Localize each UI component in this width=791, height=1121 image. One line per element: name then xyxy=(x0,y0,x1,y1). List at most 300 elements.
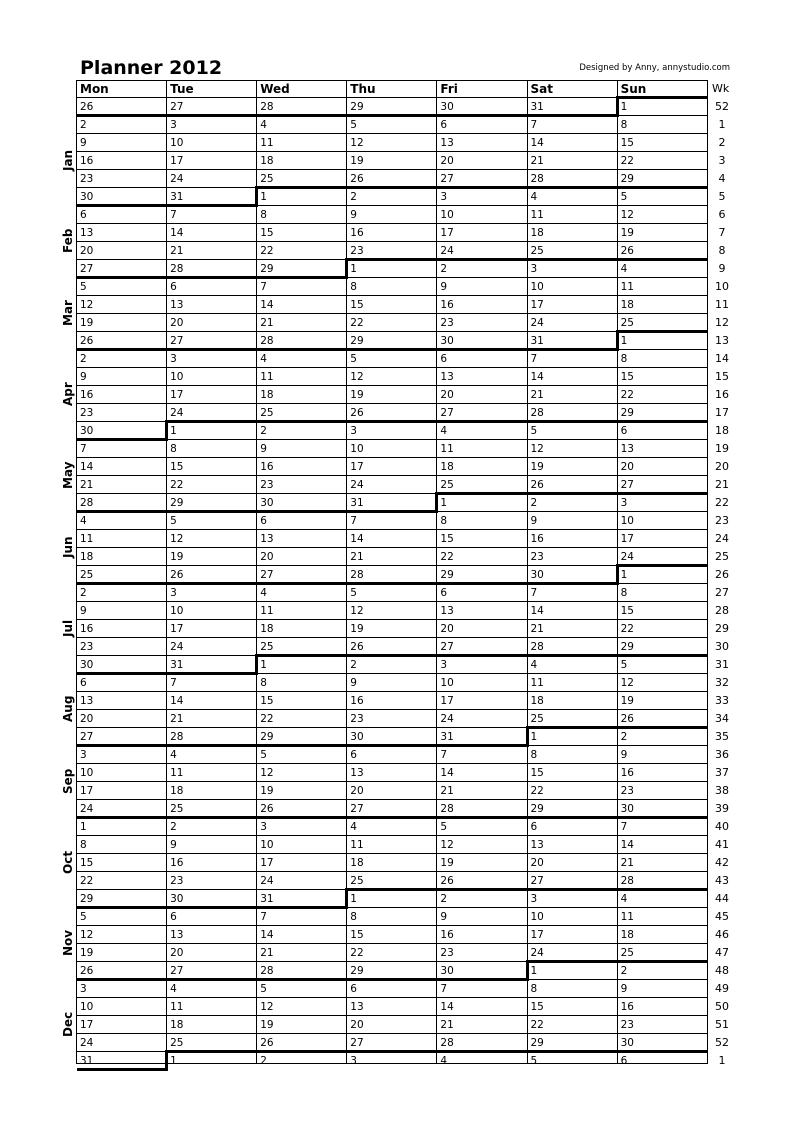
day-cell: 24 xyxy=(170,641,184,653)
week-number: 29 xyxy=(715,622,729,635)
day-cell: 27 xyxy=(260,569,274,581)
day-cell: 13 xyxy=(80,695,94,707)
day-cell: 29 xyxy=(620,173,634,185)
day-cell: 7 xyxy=(530,119,538,131)
day-cell: 6 xyxy=(350,983,357,995)
week-number: 35 xyxy=(715,730,729,743)
day-cell: 16 xyxy=(80,389,94,401)
week-number: 52 xyxy=(715,100,729,113)
day-cell: 24 xyxy=(80,1037,94,1049)
week-number: 38 xyxy=(715,784,729,797)
day-cell: 10 xyxy=(170,605,184,617)
day-cell: 23 xyxy=(620,1019,634,1031)
day-cell: 17 xyxy=(350,461,364,473)
week-number: 45 xyxy=(715,910,729,923)
day-cell: 3 xyxy=(80,983,87,995)
day-cell: 28 xyxy=(620,875,634,887)
day-cell: 5 xyxy=(620,659,628,671)
week-number: 44 xyxy=(715,892,729,905)
day-cell: 12 xyxy=(170,533,184,545)
day-cell: 15 xyxy=(620,137,634,149)
day-cell: 18 xyxy=(620,929,634,941)
week-number: 5 xyxy=(718,190,726,203)
day-cell: 17 xyxy=(170,389,184,401)
day-cell: 21 xyxy=(80,479,94,491)
week-number: 22 xyxy=(715,496,729,509)
day-cell: 20 xyxy=(170,947,184,959)
day-cell: 23 xyxy=(170,875,184,887)
day-cell: 5 xyxy=(350,353,357,365)
month-label-feb: Feb xyxy=(61,228,75,254)
week-number: 17 xyxy=(715,406,729,419)
day-cell: 2 xyxy=(620,731,628,743)
day-cell: 23 xyxy=(350,245,364,257)
day-cell: 20 xyxy=(170,317,184,329)
day-cell: 16 xyxy=(440,929,454,941)
day-cell: 4 xyxy=(530,191,538,203)
day-cell: 28 xyxy=(260,335,274,347)
day-cell: 10 xyxy=(530,281,544,293)
day-cell: 11 xyxy=(260,137,274,149)
week-number: 2 xyxy=(718,136,726,149)
day-cell: 13 xyxy=(350,767,364,779)
day-cell: 19 xyxy=(260,1019,274,1031)
day-cell: 3 xyxy=(620,497,628,509)
week-number: 25 xyxy=(715,550,729,563)
day-cell: 8 xyxy=(620,587,628,599)
day-cell: 1 xyxy=(440,497,448,509)
week-number: 49 xyxy=(715,982,729,995)
day-cell: 17 xyxy=(440,227,454,239)
day-cell: 6 xyxy=(620,1055,628,1067)
day-cell: 11 xyxy=(170,767,184,779)
day-cell: 21 xyxy=(440,1019,454,1031)
day-cell: 4 xyxy=(440,425,448,437)
day-cell: 23 xyxy=(80,173,94,185)
day-cell: 2 xyxy=(530,497,538,509)
month-boundary xyxy=(255,186,707,189)
day-cell: 20 xyxy=(350,785,364,797)
day-cell: 22 xyxy=(80,875,94,887)
day-cell: 12 xyxy=(350,605,364,617)
day-cell: 1 xyxy=(620,335,628,347)
day-cell: 25 xyxy=(260,407,274,419)
week-number: 7 xyxy=(718,226,726,239)
day-cell: 6 xyxy=(530,821,538,833)
month-boundary xyxy=(165,420,707,423)
day-cell: 10 xyxy=(80,767,94,779)
day-cell: 7 xyxy=(260,911,267,923)
day-cell: 9 xyxy=(350,209,357,221)
day-cell: 12 xyxy=(80,929,94,941)
day-cell: 23 xyxy=(80,407,94,419)
day-cell: 6 xyxy=(440,587,448,599)
day-cell: 14 xyxy=(350,533,364,545)
day-cell: 19 xyxy=(170,551,184,563)
month-boundary xyxy=(165,1050,707,1053)
day-cell: 20 xyxy=(80,713,94,725)
day-cell: 17 xyxy=(170,155,184,167)
day-cell: 3 xyxy=(440,191,448,203)
day-cell: 17 xyxy=(80,785,94,797)
day-cell: 10 xyxy=(620,515,634,527)
day-cell: 30 xyxy=(80,425,94,437)
day-cell: 6 xyxy=(80,209,87,221)
day-cell: 21 xyxy=(530,155,544,167)
day-cell: 9 xyxy=(350,677,357,689)
day-cell: 18 xyxy=(170,785,184,797)
day-cell: 11 xyxy=(620,911,634,923)
day-cell: 11 xyxy=(260,371,274,383)
day-cell: 14 xyxy=(530,371,544,383)
day-cell: 31 xyxy=(440,731,454,743)
day-cell: 5 xyxy=(530,1055,538,1067)
day-cell: 2 xyxy=(440,893,448,905)
day-cell: 28 xyxy=(440,803,454,815)
week-number: 52 xyxy=(715,1036,729,1049)
month-label-mar: Mar xyxy=(61,300,75,326)
day-cell: 24 xyxy=(80,803,94,815)
day-cell: 28 xyxy=(530,641,544,653)
day-cell: 2 xyxy=(170,821,177,833)
day-cell: 20 xyxy=(440,155,454,167)
day-cell: 25 xyxy=(170,803,184,815)
month-boundary xyxy=(526,961,529,981)
day-cell: 26 xyxy=(260,803,274,815)
day-cell: 13 xyxy=(80,227,94,239)
week-number: 37 xyxy=(715,766,729,779)
day-cell: 11 xyxy=(440,443,454,455)
day-cell: 27 xyxy=(170,965,184,977)
day-cell: 26 xyxy=(80,965,94,977)
day-cell: 1 xyxy=(260,659,267,671)
day-cell: 20 xyxy=(440,623,454,635)
day-cell: 23 xyxy=(440,317,454,329)
week-number: 12 xyxy=(715,316,729,329)
week-number: 41 xyxy=(715,838,729,851)
week-number: 18 xyxy=(715,424,729,437)
day-cell: 30 xyxy=(440,101,454,113)
day-cell: 29 xyxy=(350,335,364,347)
month-boundary xyxy=(616,97,619,117)
day-cell: 18 xyxy=(530,227,544,239)
month-boundary xyxy=(435,492,707,495)
day-cell: 4 xyxy=(170,749,177,761)
day-cell: 15 xyxy=(260,695,274,707)
week-number: 6 xyxy=(718,208,726,221)
day-cell: 4 xyxy=(440,1055,448,1067)
day-cell: 17 xyxy=(620,533,634,545)
day-cell: 25 xyxy=(620,947,634,959)
day-cell: 25 xyxy=(530,713,544,725)
day-cell: 30 xyxy=(350,731,364,743)
day-cell: 6 xyxy=(440,353,448,365)
week-number: 42 xyxy=(715,856,729,869)
day-cell: 23 xyxy=(260,479,274,491)
day-cell: 19 xyxy=(350,389,364,401)
week-number: 30 xyxy=(715,640,729,653)
day-cell: 22 xyxy=(350,317,364,329)
day-cell: 18 xyxy=(260,389,274,401)
day-cell: 26 xyxy=(350,173,364,185)
day-cell: 5 xyxy=(620,191,628,203)
day-cell: 20 xyxy=(620,461,634,473)
day-cell: 5 xyxy=(170,515,177,527)
day-cell: 18 xyxy=(80,551,94,563)
week-number: 16 xyxy=(715,388,729,401)
day-cell: 14 xyxy=(440,1001,454,1013)
day-cell: 17 xyxy=(530,299,544,311)
month-boundary xyxy=(526,727,529,747)
day-cell: 31 xyxy=(170,191,184,203)
day-cell: 7 xyxy=(530,587,538,599)
day-cell: 12 xyxy=(440,839,454,851)
month-boundary xyxy=(77,1068,167,1071)
day-cell: 10 xyxy=(80,1001,94,1013)
day-cell: 3 xyxy=(530,263,538,275)
day-cell: 4 xyxy=(350,821,357,833)
day-cell: 25 xyxy=(350,875,364,887)
day-cell: 16 xyxy=(260,461,274,473)
day-cell: 17 xyxy=(170,623,184,635)
week-number: 4 xyxy=(718,172,726,185)
month-label-nov: Nov xyxy=(61,929,75,957)
day-cell: 23 xyxy=(620,785,634,797)
week-number: 50 xyxy=(715,1000,729,1013)
designer-credit: Designed by Anny, annystudio.com xyxy=(579,63,730,73)
day-cell: 27 xyxy=(440,641,454,653)
month-boundary xyxy=(255,654,707,657)
day-cell: 8 xyxy=(260,209,267,221)
day-cell: 23 xyxy=(440,947,454,959)
week-number: 26 xyxy=(715,568,729,581)
week-number: 28 xyxy=(715,604,729,617)
day-cell: 10 xyxy=(170,137,184,149)
day-cell: 16 xyxy=(80,623,94,635)
week-column-header: Wk xyxy=(712,82,730,95)
day-cell: 26 xyxy=(350,641,364,653)
day-cell: 11 xyxy=(530,209,544,221)
day-cell: 13 xyxy=(260,533,274,545)
day-cell: 29 xyxy=(80,893,94,905)
day-cell: 29 xyxy=(620,641,634,653)
day-cell: 28 xyxy=(530,407,544,419)
day-cell: 27 xyxy=(530,875,544,887)
day-cell: 15 xyxy=(530,767,544,779)
day-cell: 15 xyxy=(170,461,184,473)
month-boundary xyxy=(345,888,707,891)
calendar-grid xyxy=(76,80,708,1067)
day-cell: 5 xyxy=(260,749,267,761)
day-cell: 3 xyxy=(350,425,357,437)
day-cell: 9 xyxy=(80,137,87,149)
day-cell: 6 xyxy=(170,281,177,293)
day-cell: 10 xyxy=(260,839,274,851)
day-cell: 17 xyxy=(260,857,274,869)
day-cell: 20 xyxy=(80,245,94,257)
month-label-oct: Oct xyxy=(61,850,75,874)
day-cell: 9 xyxy=(170,839,177,851)
week-number: 21 xyxy=(715,478,729,491)
day-cell: 24 xyxy=(530,947,544,959)
day-cell: 30 xyxy=(440,965,454,977)
day-cell: 1 xyxy=(170,425,177,437)
day-cell: 7 xyxy=(440,983,448,995)
day-cell: 4 xyxy=(620,263,628,275)
month-label-jun: Jun xyxy=(61,536,75,558)
day-cell: 29 xyxy=(260,731,274,743)
day-cell: 2 xyxy=(80,119,87,131)
day-header-tue: Tue xyxy=(170,82,194,96)
day-cell: 31 xyxy=(530,101,544,113)
day-cell: 19 xyxy=(350,623,364,635)
day-cell: 22 xyxy=(170,479,184,491)
week-number: 14 xyxy=(715,352,729,365)
month-boundary xyxy=(526,960,708,963)
day-cell: 23 xyxy=(80,641,94,653)
day-cell: 28 xyxy=(440,1037,454,1049)
day-cell: 14 xyxy=(530,605,544,617)
day-cell: 13 xyxy=(530,839,544,851)
day-cell: 7 xyxy=(170,209,177,221)
day-cell: 16 xyxy=(530,533,544,545)
day-cell: 4 xyxy=(170,983,177,995)
day-cell: 16 xyxy=(620,1001,634,1013)
day-header-sun: Sun xyxy=(620,82,647,96)
day-cell: 23 xyxy=(350,713,364,725)
day-cell: 26 xyxy=(80,335,94,347)
day-cell: 3 xyxy=(170,119,177,131)
day-cell: 28 xyxy=(530,173,544,185)
day-cell: 21 xyxy=(440,785,454,797)
day-cell: 26 xyxy=(350,407,364,419)
day-cell: 27 xyxy=(440,407,454,419)
day-cell: 26 xyxy=(620,245,634,257)
week-number: 1 xyxy=(718,1054,726,1067)
week-number: 24 xyxy=(715,532,729,545)
day-cell: 12 xyxy=(260,1001,274,1013)
day-cell: 30 xyxy=(80,659,94,671)
day-cell: 16 xyxy=(620,767,634,779)
day-cell: 10 xyxy=(440,209,454,221)
day-cell: 22 xyxy=(260,245,274,257)
day-cell: 18 xyxy=(260,155,274,167)
day-cell: 17 xyxy=(440,695,454,707)
day-cell: 15 xyxy=(440,533,454,545)
day-cell: 16 xyxy=(170,857,184,869)
day-cell: 24 xyxy=(260,875,274,887)
week-number: 33 xyxy=(715,694,729,707)
day-cell: 3 xyxy=(80,749,87,761)
week-number: 39 xyxy=(715,802,729,815)
day-cell: 9 xyxy=(80,605,87,617)
week-number: 20 xyxy=(715,460,729,473)
day-cell: 18 xyxy=(170,1019,184,1031)
month-boundary xyxy=(616,331,619,351)
day-cell: 8 xyxy=(80,839,87,851)
day-cell: 8 xyxy=(350,911,357,923)
day-cell: 29 xyxy=(530,1037,544,1049)
day-cell: 9 xyxy=(260,443,267,455)
day-cell: 29 xyxy=(350,101,364,113)
day-cell: 22 xyxy=(620,389,634,401)
day-cell: 2 xyxy=(440,263,448,275)
day-cell: 21 xyxy=(350,551,364,563)
day-cell: 16 xyxy=(440,299,454,311)
day-cell: 5 xyxy=(350,587,357,599)
day-cell: 30 xyxy=(440,335,454,347)
week-number: 36 xyxy=(715,748,729,761)
day-cell: 6 xyxy=(440,119,448,131)
day-cell: 12 xyxy=(350,371,364,383)
day-cell: 10 xyxy=(530,911,544,923)
day-cell: 8 xyxy=(350,281,357,293)
day-cell: 27 xyxy=(620,479,634,491)
day-cell: 14 xyxy=(170,695,184,707)
day-cell: 22 xyxy=(620,623,634,635)
week-number: 10 xyxy=(715,280,729,293)
day-cell: 8 xyxy=(440,515,448,527)
day-cell: 21 xyxy=(170,713,184,725)
day-header-sat: Sat xyxy=(530,82,553,96)
day-cell: 2 xyxy=(350,191,357,203)
day-cell: 13 xyxy=(440,371,454,383)
day-cell: 5 xyxy=(530,425,538,437)
day-cell: 7 xyxy=(170,677,177,689)
day-cell: 29 xyxy=(440,569,454,581)
day-cell: 25 xyxy=(260,641,274,653)
day-cell: 15 xyxy=(260,227,274,239)
day-cell: 18 xyxy=(530,695,544,707)
day-header-thu: Thu xyxy=(350,82,376,96)
day-cell: 1 xyxy=(260,191,267,203)
day-cell: 13 xyxy=(170,299,184,311)
day-cell: 19 xyxy=(530,461,544,473)
day-cell: 11 xyxy=(260,605,274,617)
day-cell: 24 xyxy=(530,317,544,329)
day-cell: 2 xyxy=(260,1055,267,1067)
day-cell: 19 xyxy=(260,785,274,797)
month-label-jul: Jul xyxy=(61,619,75,637)
day-cell: 17 xyxy=(80,1019,94,1031)
day-cell: 22 xyxy=(260,713,274,725)
day-cell: 14 xyxy=(170,227,184,239)
day-cell: 24 xyxy=(170,173,184,185)
day-cell: 18 xyxy=(440,461,454,473)
day-cell: 20 xyxy=(260,551,274,563)
day-cell: 1 xyxy=(620,569,628,581)
day-cell: 14 xyxy=(620,839,634,851)
month-boundary xyxy=(345,889,348,909)
day-cell: 5 xyxy=(440,821,448,833)
month-label-apr: Apr xyxy=(61,382,75,406)
day-cell: 26 xyxy=(170,569,184,581)
week-number: 32 xyxy=(715,676,729,689)
day-cell: 8 xyxy=(530,983,538,995)
day-cell: 19 xyxy=(80,317,94,329)
day-cell: 3 xyxy=(170,587,177,599)
day-cell: 28 xyxy=(170,263,184,275)
day-cell: 19 xyxy=(350,155,364,167)
day-cell: 19 xyxy=(620,695,634,707)
day-cell: 30 xyxy=(620,803,634,815)
day-cell: 27 xyxy=(350,803,364,815)
week-number: 27 xyxy=(715,586,729,599)
day-cell: 29 xyxy=(620,407,634,419)
week-number: 23 xyxy=(715,514,729,527)
week-number: 3 xyxy=(718,154,726,167)
day-cell: 13 xyxy=(440,605,454,617)
